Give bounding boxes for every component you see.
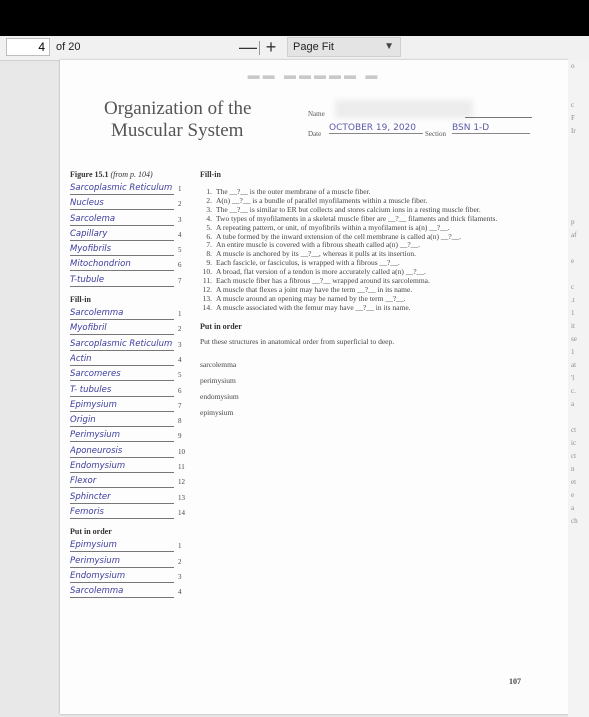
answer-number: 2 <box>178 200 182 209</box>
section-label: Section <box>425 130 446 138</box>
zoom-divider <box>259 41 260 55</box>
answer-row <box>70 337 188 352</box>
question-item <box>200 304 560 313</box>
question-text: Each muscle fiber has a fibrous __?__ wrapped around its sarcolemma. <box>216 276 430 286</box>
fillin-heading-right: Fill-in <box>200 170 221 179</box>
answer-number: 7 <box>178 276 182 285</box>
zoom-mode-label: Page Fit <box>293 41 334 53</box>
answer-number: 3 <box>178 572 182 581</box>
handwritten-answer: Capillary <box>70 229 174 241</box>
name-redacted <box>335 100 473 118</box>
fillin-answer-list <box>70 306 188 520</box>
document-page <box>60 60 568 714</box>
answer-number: 13 <box>178 493 185 502</box>
question-text: Each fascicle, or fasciculus, is wrapped with a fibrous __?__. <box>216 258 400 268</box>
answer-row <box>70 413 188 428</box>
handwritten-answer: Epimysium <box>70 540 174 552</box>
answer-row <box>70 554 188 569</box>
question-number: 13. <box>202 293 212 303</box>
question-text: A repeating pattern, or unit, of myofibrils within a myofilament is a(n) __?__. <box>216 222 450 232</box>
handwritten-answer: Sarcoplasmic Reticulum <box>70 338 173 349</box>
answer-row <box>70 306 188 321</box>
question-text: The __?__ is the outer membrane of a muscle fiber. <box>216 187 371 196</box>
next-page-edge: o c F Ir p af e c .t 1 it se 1 at 'l c. a ct ic ct n et e a ch <box>568 60 589 717</box>
name-label: Name <box>308 110 325 118</box>
answer-row <box>70 367 188 382</box>
section-value: BSN 1-D <box>452 123 530 134</box>
fillin-heading-left: Fill-in <box>70 295 91 305</box>
zoom-out-button[interactable]: — <box>239 37 257 57</box>
answer-number: 6 <box>178 261 182 270</box>
handwritten-answer: T-tubule <box>70 275 174 287</box>
scanned-worksheet <box>60 60 568 714</box>
chevron-down-icon: ▼ <box>384 41 394 52</box>
zoom-mode-select[interactable] <box>287 37 401 57</box>
handwritten-answer: Endomysium <box>70 461 174 473</box>
question-text: A muscle that flexes a joint may have the term __?__ in its name. <box>216 284 413 294</box>
question-number: 14. <box>202 302 212 312</box>
answer-number: 4 <box>178 230 182 239</box>
page-number: 107 <box>509 677 521 686</box>
answer-number: 9 <box>178 432 182 441</box>
handwritten-answer: Sarcolemma <box>70 308 174 320</box>
answer-number: 2 <box>178 325 182 334</box>
question-text: A muscle around an opening may be named by the term __?__. <box>216 293 406 303</box>
handwritten-answer: Sarcolemma <box>70 586 174 598</box>
answer-column <box>70 170 188 599</box>
page-title <box>104 98 251 142</box>
name-underline <box>465 117 532 118</box>
page-number-input[interactable] <box>6 38 50 56</box>
answer-number: 7 <box>178 401 182 410</box>
answer-number: 1 <box>178 310 182 319</box>
question-text: An entire muscle is covered with a fibrous sheath called a(n) __?__. <box>216 240 421 250</box>
answer-row <box>70 505 188 520</box>
handwritten-answer: Flexor <box>70 476 174 488</box>
answer-row <box>70 196 188 211</box>
answer-number: 11 <box>178 463 185 472</box>
order-instruction: Put these structures in anatomical order from superficial to deep. <box>200 336 395 346</box>
question-number: 1. <box>206 187 212 196</box>
handwritten-answer: Aponeurosis <box>70 446 174 458</box>
answer-row <box>70 444 188 459</box>
handwritten-answer: Sarcoplasmic Reticulum <box>70 183 173 193</box>
answer-row <box>70 584 188 599</box>
answer-number: 14 <box>178 508 185 517</box>
order-item: endomysium <box>200 391 239 401</box>
answer-number: 3 <box>178 215 182 224</box>
question-number: 12. <box>202 284 212 294</box>
order-heading-left: Put in order <box>70 527 112 537</box>
question-number: 7. <box>206 240 212 250</box>
handwritten-answer: Origin <box>70 415 174 427</box>
answer-row <box>70 459 188 474</box>
answer-number: 4 <box>178 355 182 364</box>
pdf-toolbar <box>0 36 589 61</box>
handwritten-answer: Epimysium <box>70 400 174 412</box>
question-text: A tube formed by the inward extension of the cell membrane is called a(n) __?__. <box>216 231 462 241</box>
answer-number: 2 <box>178 557 182 566</box>
answer-row <box>70 383 188 398</box>
handwritten-answer: Endomysium <box>70 571 174 583</box>
answer-row <box>70 321 188 336</box>
figure-source: (from p. 104) <box>110 170 153 179</box>
answer-number: 4 <box>178 588 182 597</box>
question-text: Two types of myofilaments in a skeletal muscle fiber are __?__ filaments and thick filaments. <box>216 213 498 223</box>
answer-number: 1 <box>178 542 182 551</box>
handwritten-answer: Actin <box>70 354 174 366</box>
figure-heading: Figure 15.1 (from p. 104) <box>70 170 153 179</box>
chapter-banner: ▬▬ ▬▬▬▬▬ ▬ <box>247 68 381 82</box>
answer-row <box>70 273 188 288</box>
date-value: OCTOBER 19, 2020 <box>329 123 423 134</box>
figure-answer-list <box>70 181 188 288</box>
question-text: A(n) __?__ is a bundle of parallel myofilaments within a muscle fiber. <box>216 195 428 205</box>
question-text: The __?__ is similar to ER but collects and stores calcium ions in a resting muscle fiber. <box>216 204 481 214</box>
answer-row <box>70 490 188 505</box>
question-text: A muscle associated with the femur may have __?__ in its name. <box>216 302 411 312</box>
answer-number: 1 <box>178 185 182 193</box>
order-heading-right: Put in order <box>200 321 242 331</box>
answer-number: 6 <box>178 386 182 395</box>
question-text: A muscle is anchored by its __?__, whereas it pulls at its insertion. <box>216 249 416 259</box>
handwritten-answer: Sphincter <box>70 492 174 504</box>
answer-row <box>70 212 188 227</box>
answer-number: 8 <box>178 417 182 426</box>
answer-row <box>70 242 188 257</box>
answer-number: 3 <box>178 340 182 349</box>
handwritten-answer: Nucleus <box>70 198 174 210</box>
title-line-1: Organization of the <box>104 98 252 119</box>
answer-row <box>70 428 188 443</box>
question-number: 5. <box>206 222 212 232</box>
order-answer-list <box>70 538 188 599</box>
answer-row <box>70 181 188 196</box>
order-item: epimysium <box>200 407 234 417</box>
handwritten-answer: Myofibrils <box>70 244 174 256</box>
handwritten-answer: Mitochondrion <box>70 259 174 271</box>
question-text: A broad, flat version of a tendon is more accurately called a(n) __?__. <box>216 267 426 277</box>
question-column <box>200 170 560 424</box>
answer-row <box>70 227 188 242</box>
order-item: perimysium <box>200 375 236 385</box>
handwritten-answer: T- tubules <box>70 385 174 397</box>
question-number: 2. <box>206 195 212 205</box>
title-line-2: Muscular System <box>111 120 244 141</box>
question-number: 8. <box>206 249 212 259</box>
window-top-bar <box>0 0 589 36</box>
answer-row <box>70 257 188 272</box>
answer-number: 10 <box>178 447 185 456</box>
handwritten-answer: Sarcomeres <box>70 369 174 381</box>
order-item-list <box>200 360 560 417</box>
answer-row <box>70 398 188 413</box>
date-label: Date <box>308 130 322 138</box>
handwritten-answer: Myofibril <box>70 323 174 335</box>
answer-number: 5 <box>178 371 182 380</box>
answer-number: 5 <box>178 246 182 255</box>
question-number: 10. <box>202 267 212 277</box>
answer-number: 12 <box>178 478 185 487</box>
question-number: 4. <box>206 213 212 223</box>
answer-row <box>70 538 188 553</box>
order-item: sarcolemma <box>200 359 237 369</box>
question-number: 9. <box>206 258 212 268</box>
page-total-label: of 20 <box>56 41 81 53</box>
handwritten-answer: Perimysium <box>70 556 174 568</box>
question-number: 3. <box>206 204 212 214</box>
answer-row <box>70 569 188 584</box>
question-number: 11. <box>202 276 212 286</box>
answer-row <box>70 352 188 367</box>
question-list <box>200 188 560 313</box>
handwritten-answer: Femoris <box>70 507 174 519</box>
zoom-in-button[interactable]: + <box>265 37 277 57</box>
question-number: 6. <box>206 231 212 241</box>
handwritten-answer: Sarcolema <box>70 214 174 226</box>
handwritten-answer: Perimysium <box>70 430 174 442</box>
answer-row <box>70 474 188 489</box>
